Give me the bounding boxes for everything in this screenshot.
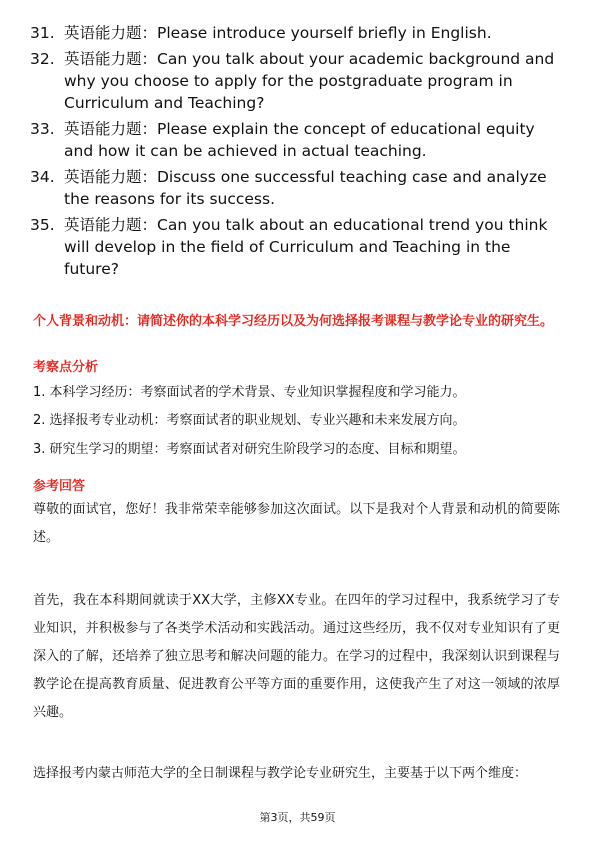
question-item bbox=[30, 118, 565, 162]
question-item bbox=[30, 22, 565, 44]
question-number: 34. bbox=[30, 168, 55, 186]
analysis-item: 1. 本科学习经历：考察面试者的学术背景、专业知识掌握程度和学习能力。 bbox=[33, 385, 466, 400]
analysis-item: 3. 研究生学习的期望：考察面试者对研究生阶段学习的态度、目标和期望。 bbox=[33, 442, 466, 457]
question-number: 35. bbox=[30, 216, 55, 234]
question-number: 32. bbox=[30, 50, 55, 68]
question-item bbox=[30, 48, 565, 114]
question-number: 31. bbox=[30, 24, 55, 42]
page-footer: 第3页，共59页 bbox=[259, 811, 336, 824]
analysis-item: 2. 选择报考专业动机：考察面试者的职业规划、专业兴趣和未来发展方向。 bbox=[33, 413, 466, 428]
analysis-heading: 考察点分析 bbox=[33, 360, 99, 375]
topic-heading: 个人背景和动机：请简述你的本科学习经历以及为何选择报考课程与教学论专业的研究生。 bbox=[33, 314, 554, 329]
answer-paragraph: 尊敬的面试官，您好！我非常荣幸能够参加这次面试。以下是我对个人背景和动机的简要陈述。 bbox=[33, 502, 560, 545]
question-text: 英语能力题：Can you talk about an educational trend you think will develop in the field of Curriculum and Teaching in the future? bbox=[64, 216, 548, 278]
question-number: 33. bbox=[30, 120, 55, 138]
question-item bbox=[30, 214, 565, 280]
question-text: 英语能力题：Can you talk about your academic background and why you choose to apply for the postgraduate program in Curriculum and Teaching? bbox=[64, 50, 555, 112]
question-item bbox=[30, 166, 565, 210]
question-text: 英语能力题：Discuss one successful teaching case and analyze the reasons for its success. bbox=[64, 168, 547, 208]
question-list bbox=[30, 22, 565, 284]
answer-paragraph: 首先，我在本科期间就读于XX大学，主修XX专业。在四年的学习过程中，我系统学习了专业知识，并积极参与了各类学术活动和实践活动。通过这些经历，我不仅对专业知识有了更深入的了解，还培养了独立思考和解决问题的能力。在学习的过程中，我深刻认识到课程与教学论在提高教育质量、促进教育公平等方面的重要作用，这使我产生了对这一领域的浓厚兴趣。 bbox=[33, 593, 560, 720]
answer-paragraph: 选择报考内蒙古师范大学的全日制课程与教学论专业研究生，主要基于以下两个维度： bbox=[33, 766, 528, 781]
question-text: 英语能力题：Please introduce yourself briefly in English. bbox=[64, 24, 492, 42]
answer-heading: 参考回答 bbox=[33, 479, 86, 494]
question-text: 英语能力题：Please explain the concept of educational equity and how it can be achieved in actual teaching. bbox=[64, 120, 535, 160]
